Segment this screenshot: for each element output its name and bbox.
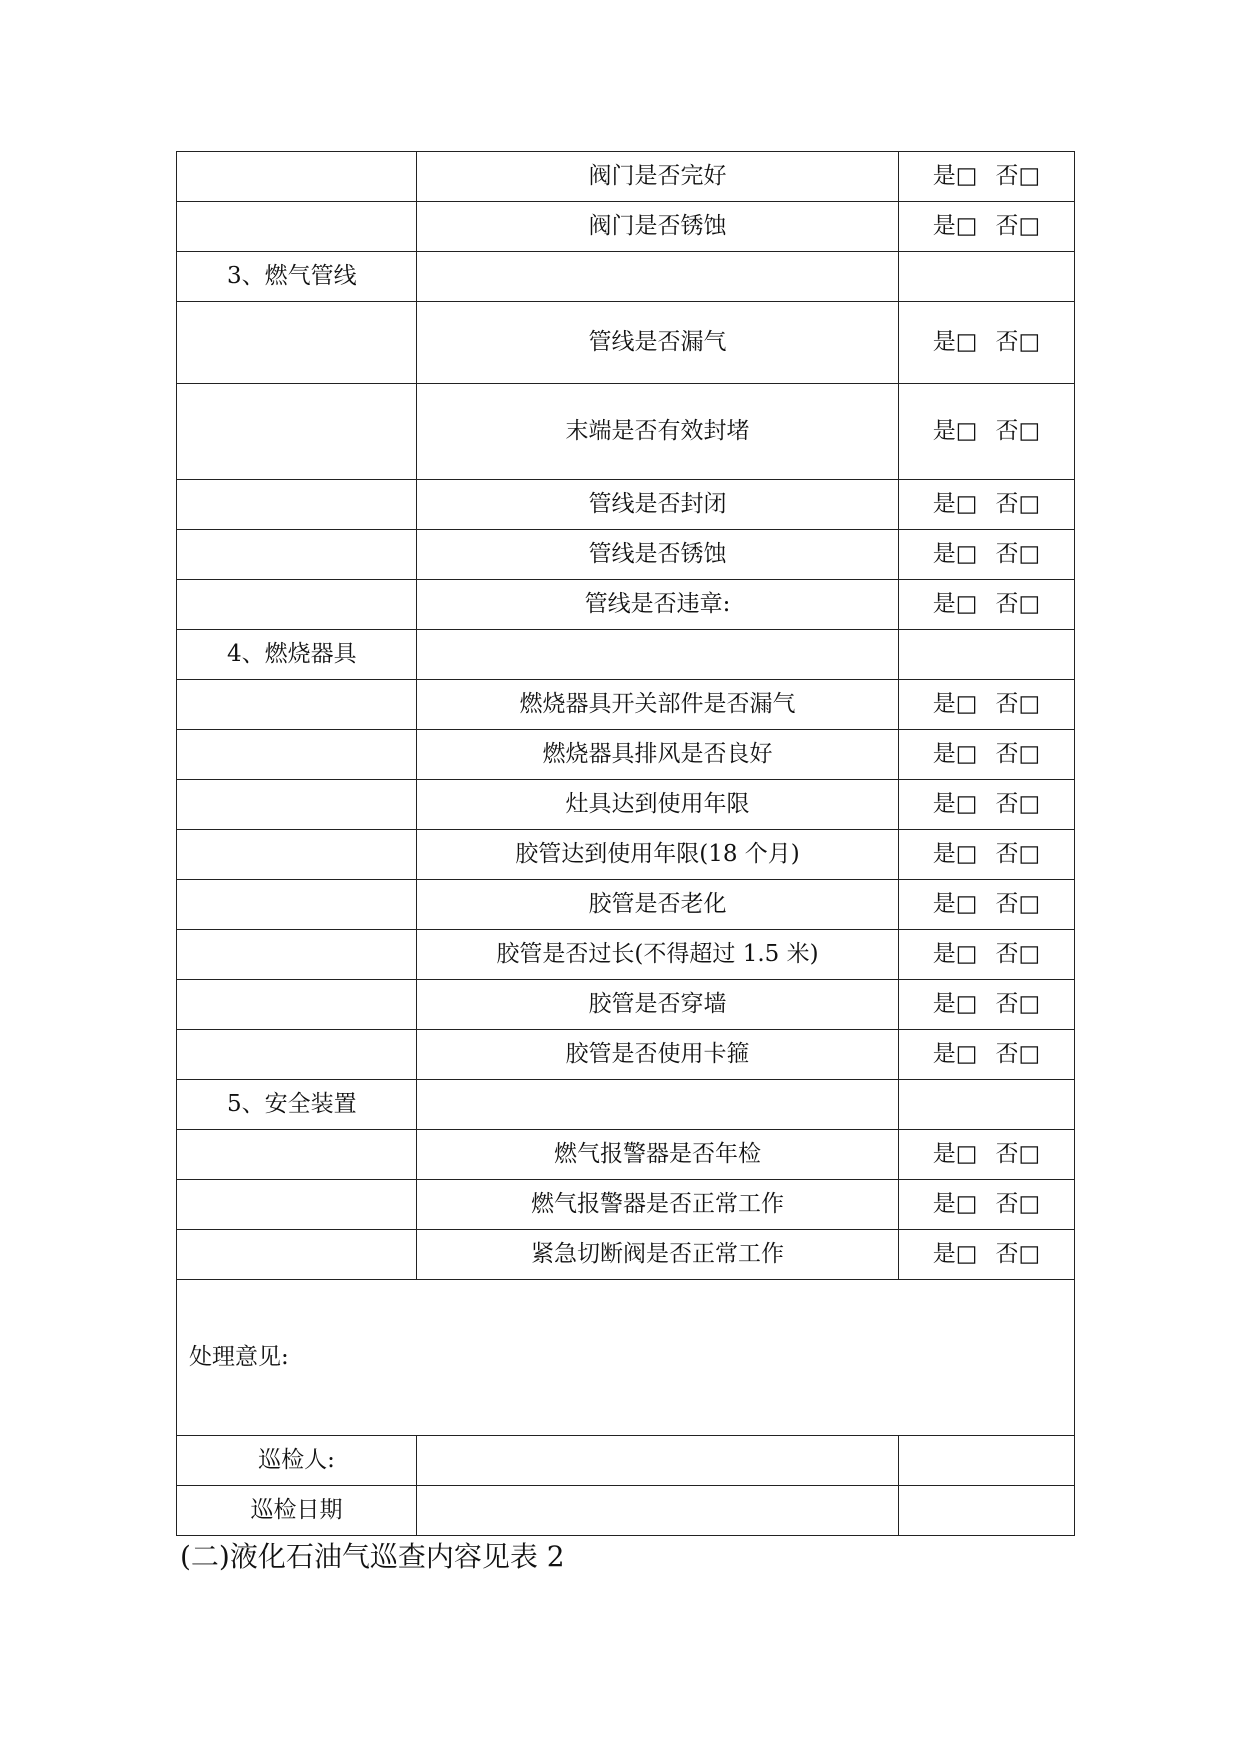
category-row [177,1080,1075,1130]
category-choice-empty [899,1080,1075,1130]
row-index-cell [177,152,417,202]
row-index-cell [177,880,417,930]
yes-checkbox[interactable]: 是□ [932,1191,978,1217]
yes-no-choice [899,680,1075,730]
yes-no-choice [899,202,1075,252]
no-checkbox[interactable]: 否□ [995,791,1041,817]
check-item-label: 管线是否封闭 [417,480,899,530]
yes-checkbox[interactable]: 是□ [932,591,978,617]
checklist-row [177,202,1075,252]
yes-checkbox[interactable]: 是□ [932,841,978,867]
yes-checkbox[interactable]: 是□ [932,213,978,239]
opinion-row [177,1280,1075,1436]
row-index-cell [177,480,417,530]
row-index-cell [177,1130,417,1180]
yes-checkbox[interactable]: 是□ [932,741,978,767]
yes-checkbox[interactable]: 是□ [932,418,978,444]
checklist-row [177,1230,1075,1280]
yes-no-choice [899,1030,1075,1080]
yes-no-choice [899,1180,1075,1230]
yes-no-choice [899,384,1075,480]
yes-checkbox[interactable]: 是□ [932,163,978,189]
checklist-row [177,830,1075,880]
no-checkbox[interactable]: 否□ [995,1241,1041,1267]
inspector-label: 巡检人: [177,1436,417,1486]
check-item-label: 燃气报警器是否正常工作 [417,1180,899,1230]
checklist-row [177,930,1075,980]
no-checkbox[interactable]: 否□ [995,418,1041,444]
check-item-label: 燃烧器具排风是否良好 [417,730,899,780]
yes-no-choice [899,780,1075,830]
row-index-cell [177,530,417,580]
category-spacer [417,630,899,680]
inspector-input[interactable] [417,1436,899,1486]
check-item-label: 胶管是否使用卡箍 [417,1030,899,1080]
category-spacer [417,1080,899,1130]
row-index-cell [177,730,417,780]
footer-note: (二)液化石油气巡查内容见表 2 [180,1540,565,1573]
checklist-row [177,680,1075,730]
row-index-cell [177,980,417,1030]
yes-checkbox[interactable]: 是□ [932,1041,978,1067]
no-checkbox[interactable]: 否□ [995,1141,1041,1167]
check-item-label: 胶管是否过长(不得超过 1.5 米) [417,930,899,980]
checklist-row [177,880,1075,930]
row-index-cell [177,1180,417,1230]
opinion-label: 处理意见: [189,1344,289,1370]
inspector-row [177,1436,1075,1486]
no-checkbox[interactable]: 否□ [995,163,1041,189]
check-item-label: 管线是否漏气 [417,302,899,384]
checklist-row [177,1180,1075,1230]
check-item-label: 胶管是否老化 [417,880,899,930]
yes-no-choice [899,580,1075,630]
row-index-cell [177,384,417,480]
check-item-label: 胶管达到使用年限(18 个月) [417,830,899,880]
row-index-cell [177,680,417,730]
check-item-label: 管线是否违章: [417,580,899,630]
checklist-row [177,730,1075,780]
check-item-label: 阀门是否锈蚀 [417,202,899,252]
check-item-label: 紧急切断阀是否正常工作 [417,1230,899,1280]
yes-no-choice [899,530,1075,580]
yes-no-choice [899,930,1075,980]
check-item-label: 燃气报警器是否年检 [417,1130,899,1180]
category-label: 4、燃烧器具 [177,630,417,680]
yes-checkbox[interactable]: 是□ [932,891,978,917]
row-index-cell [177,830,417,880]
checklist-row [177,152,1075,202]
row-index-cell [177,202,417,252]
checklist-row [177,580,1075,630]
date-row [177,1486,1075,1536]
yes-no-choice [899,480,1075,530]
yes-checkbox[interactable]: 是□ [932,329,978,355]
yes-checkbox[interactable]: 是□ [932,991,978,1017]
check-item-label: 管线是否锈蚀 [417,530,899,580]
yes-no-choice [899,1130,1075,1180]
inspection-table [176,151,1075,1536]
yes-no-choice [899,152,1075,202]
check-item-label: 灶具达到使用年限 [417,780,899,830]
checklist-row [177,302,1075,384]
no-checkbox[interactable]: 否□ [995,741,1041,767]
yes-checkbox[interactable]: 是□ [932,541,978,567]
yes-no-choice [899,302,1075,384]
no-checkbox[interactable]: 否□ [995,1041,1041,1067]
opinion-cell[interactable] [177,1280,1075,1436]
no-checkbox[interactable]: 否□ [995,491,1041,517]
no-checkbox[interactable]: 否□ [995,541,1041,567]
no-checkbox[interactable]: 否□ [995,213,1041,239]
no-checkbox[interactable]: 否□ [995,329,1041,355]
check-item-label: 末端是否有效封堵 [417,384,899,480]
no-checkbox[interactable]: 否□ [995,841,1041,867]
category-row [177,630,1075,680]
row-index-cell [177,302,417,384]
date-extra[interactable] [899,1486,1075,1536]
checklist-row [177,384,1075,480]
no-checkbox[interactable]: 否□ [995,991,1041,1017]
yes-no-choice [899,1230,1075,1280]
yes-checkbox[interactable]: 是□ [932,691,978,717]
check-item-label: 燃烧器具开关部件是否漏气 [417,680,899,730]
inspector-extra[interactable] [899,1436,1075,1486]
category-row [177,252,1075,302]
check-item-label: 胶管是否穿墙 [417,980,899,1030]
no-checkbox[interactable]: 否□ [995,1191,1041,1217]
row-index-cell [177,580,417,630]
no-checkbox[interactable]: 否□ [995,591,1041,617]
yes-checkbox[interactable]: 是□ [932,1141,978,1167]
checklist-row [177,980,1075,1030]
category-label: 3、燃气管线 [177,252,417,302]
yes-no-choice [899,830,1075,880]
yes-checkbox[interactable]: 是□ [932,1241,978,1267]
row-index-cell [177,1030,417,1080]
row-index-cell [177,780,417,830]
row-index-cell [177,930,417,980]
yes-checkbox[interactable]: 是□ [932,941,978,967]
yes-no-choice [899,730,1075,780]
category-spacer [417,252,899,302]
no-checkbox[interactable]: 否□ [995,691,1041,717]
no-checkbox[interactable]: 否□ [995,891,1041,917]
checklist-row [177,1030,1075,1080]
yes-no-choice [899,980,1075,1030]
checklist-row [177,780,1075,830]
yes-checkbox[interactable]: 是□ [932,491,978,517]
check-item-label: 阀门是否完好 [417,152,899,202]
yes-no-choice [899,880,1075,930]
row-index-cell [177,1230,417,1280]
checklist-row [177,1130,1075,1180]
category-choice-empty [899,252,1075,302]
yes-checkbox[interactable]: 是□ [932,791,978,817]
checklist-row [177,530,1075,580]
category-label: 5、安全装置 [177,1080,417,1130]
checklist-row [177,480,1075,530]
date-input[interactable] [417,1486,899,1536]
category-choice-empty [899,630,1075,680]
no-checkbox[interactable]: 否□ [995,941,1041,967]
date-label: 巡检日期 [177,1486,417,1536]
table-body [177,152,1075,1536]
